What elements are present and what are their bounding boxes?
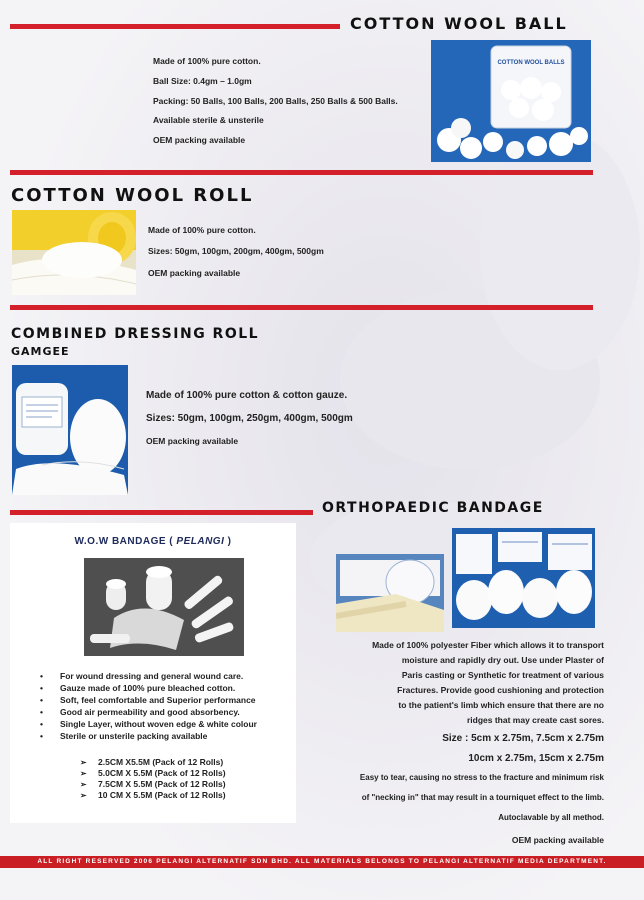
- ball-line: Made of 100% pure cotton.: [153, 56, 261, 66]
- gamgee-photo: [12, 365, 128, 495]
- roll-line: OEM packing available: [148, 268, 241, 278]
- list-item: ➢ 5.0CM X 5.5M (Pack of 12 Rolls): [80, 768, 226, 779]
- section-divider: [10, 510, 313, 515]
- section-divider: [10, 170, 593, 175]
- orthopaedic-bandage-photo-small: [336, 554, 444, 632]
- orthopaedic-bandage-photo-large: [452, 528, 595, 628]
- list-item: • Gauze made of 100% pure bleached cotton.: [36, 682, 257, 694]
- section-divider: [10, 305, 593, 310]
- roll-line: Made of 100% pure cotton.: [148, 225, 256, 235]
- list-item: • Soft, feel comfortable and Superior performance: [36, 694, 257, 706]
- gamgee-subtitle: GAMGEE: [11, 345, 70, 358]
- wow-bandage-title: [10, 536, 296, 547]
- gamgee-line: OEM packing available: [146, 436, 239, 446]
- ortho-line: of "necking in" that may result in a tourniquet effect to the limb.: [361, 793, 604, 802]
- footer-copyright: ALL RIGHT RESERVED 2006 PELANGI ALTERNATIF SDN BHD. ALL MATERIALS BELONGS TO PELANGI ALTERNATIF MEDIA DEPARTMENT.: [0, 856, 644, 868]
- ortho-line: Made of 100% polyester Fiber which allows it to transport: [372, 640, 604, 650]
- ortho-oem: OEM packing available: [511, 835, 604, 845]
- ortho-line: to the patient's limb which ensure that there are no: [398, 700, 604, 710]
- wow-feature-list: [36, 670, 257, 742]
- list-item: ➢ 7.5CM X 5.5M (Pack of 12 Rolls): [80, 779, 226, 790]
- ortho-line: Fractures. Provide good cushioning and protection: [397, 685, 604, 695]
- list-item: • For wound dressing and general wound care.: [36, 670, 257, 682]
- gamgee-line: Sizes: 50gm, 100gm, 250gm, 400gm, 500gm: [146, 413, 353, 424]
- cotton-wool-ball-title: COTTON WOOL BALL: [350, 14, 568, 33]
- list-item: • Single Layer, without woven edge & white colour: [36, 718, 257, 730]
- wow-title-end: ): [224, 536, 232, 547]
- list-item: ➢ 10 CM X 5.5M (Pack of 12 Rolls): [80, 790, 226, 801]
- section-divider: [10, 24, 340, 29]
- ortho-line: moisture and rapidly dry out. Use under Plaster of: [401, 655, 604, 665]
- wow-size-list: [80, 757, 226, 801]
- cotton-wool-roll-title: COTTON WOOL ROLL: [11, 185, 254, 206]
- ortho-line: Easy to tear, causing no stress to the fracture and minimum risk: [359, 773, 604, 782]
- orthopaedic-description: [316, 638, 604, 852]
- wow-bandage-photo: [84, 558, 244, 656]
- ortho-size-line: 10cm x 2.75m, 15cm x 2.75m: [468, 753, 604, 764]
- ball-line: Ball Size: 0.4gm – 1.0gm: [153, 76, 252, 86]
- ortho-line: Autoclavable by all method.: [498, 813, 604, 822]
- roll-line: Sizes: 50gm, 100gm, 200gm, 400gm, 500gm: [148, 246, 324, 256]
- list-item: • Sterile or unsterile packing available: [36, 730, 257, 742]
- ortho-line: ridges that may create cast sores.: [466, 715, 604, 725]
- ball-line: OEM packing available: [153, 135, 246, 145]
- ball-line: Available sterile & unsterile: [153, 115, 264, 125]
- ortho-size-line: Size : 5cm x 2.75m, 7.5cm x 2.75m: [442, 733, 604, 744]
- wow-title-brand: PELANGI: [176, 536, 225, 547]
- wow-title-text: W.O.W BANDAGE (: [74, 536, 177, 547]
- list-item: ➢ 2.5CM X5.5M (Pack of 12 Rolls): [80, 757, 226, 768]
- orthopaedic-bandage-title: ORTHOPAEDIC BANDAGE: [322, 500, 544, 516]
- package-label: COTTON WOOL BALLS: [497, 60, 565, 66]
- combined-dressing-roll-title: COMBINED DRESSING ROLL: [11, 326, 260, 342]
- ball-line: Packing: 50 Balls, 100 Balls, 200 Balls, 250 Balls & 500 Balls.: [153, 96, 398, 106]
- list-item: • Good air permeability and good absorbency.: [36, 706, 257, 718]
- cotton-wool-ball-photo: [431, 40, 591, 162]
- cotton-wool-roll-photo: [12, 210, 136, 295]
- gamgee-line: Made of 100% pure cotton & cotton gauze.: [146, 390, 348, 401]
- ortho-line: Paris casting or Synthetic for treatment of various: [401, 670, 604, 680]
